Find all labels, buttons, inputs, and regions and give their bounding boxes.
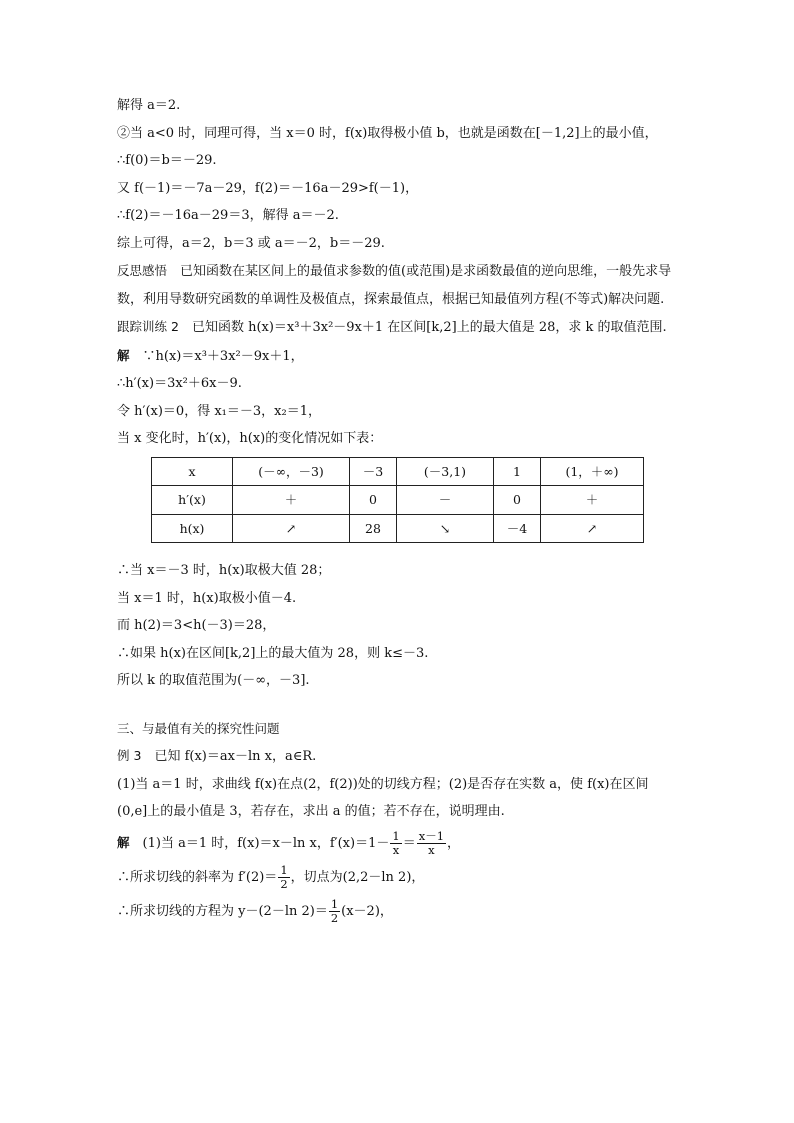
fraction bbox=[390, 830, 401, 857]
fraction bbox=[417, 830, 446, 857]
solution-line bbox=[117, 342, 677, 371]
table-row bbox=[152, 514, 644, 543]
page-content bbox=[117, 92, 677, 929]
table-cell: x bbox=[152, 457, 233, 486]
example-line bbox=[117, 742, 677, 771]
formula-text: ， bbox=[447, 835, 461, 851]
table-row bbox=[152, 486, 644, 515]
text-line: 综上可得，a＝2，b＝3 或 a＝－2，b＝－29. bbox=[117, 235, 385, 251]
table-cell: 0 bbox=[350, 486, 397, 515]
fraction-denominator: x bbox=[428, 842, 435, 857]
reflection-label: 反思感悟 bbox=[117, 263, 168, 278]
fraction-numerator: 1 bbox=[280, 862, 288, 877]
formula-text: (1)当 a＝1 时，f(x)＝x－ln x，f′(x)＝1－ bbox=[142, 835, 390, 851]
solution3-line-1 bbox=[117, 826, 677, 861]
text-line: 令 h′(x)＝0，得 x₁＝－3，x₂＝1， bbox=[117, 403, 321, 419]
text-line: 而 h(2)＝3<h(－3)＝28， bbox=[117, 618, 276, 633]
solution3-line-2 bbox=[117, 861, 677, 895]
fraction bbox=[278, 864, 289, 891]
table-cell: (1，＋∞) bbox=[541, 457, 644, 486]
table-cell: h′(x) bbox=[152, 486, 233, 515]
formula-text: ＝ bbox=[402, 835, 416, 851]
formula-text: ∴所求切线的斜率为 f′(2)＝ bbox=[117, 869, 278, 885]
solution3-label: 解 bbox=[117, 834, 130, 850]
solution-label: 解 bbox=[117, 347, 130, 363]
text-line: ∴f(0)＝b＝－29. bbox=[117, 153, 217, 168]
table-cell: ＋ bbox=[233, 486, 350, 515]
text-line: ②当 a<0 时，同理可得，当 x＝0 时，f(x)取得极小值 b，也就是函数在[－1,2]上的最小值， bbox=[117, 125, 658, 141]
table-cell: (－3,1) bbox=[397, 457, 494, 486]
table-cell: －4 bbox=[494, 514, 541, 543]
text-line: ∴h′(x)＝3x²＋6x－9. bbox=[117, 376, 242, 391]
table-cell: 0 bbox=[494, 486, 541, 515]
fraction-numerator: x－1 bbox=[418, 828, 445, 843]
solution-text: ∵h(x)＝x³＋3x²－9x＋1， bbox=[142, 348, 304, 364]
section-heading: 三、与最值有关的探究性问题 bbox=[117, 720, 280, 736]
formula-text: ，切点为(2,2－ln 2)， bbox=[290, 869, 425, 885]
table-cell: － bbox=[397, 486, 494, 515]
reflection-paragraph bbox=[117, 257, 677, 313]
text-line: 又 f(－1)＝－7a－29，f(2)＝－16a－29>f(－1)， bbox=[117, 180, 419, 196]
table-cell: ↗ bbox=[541, 514, 644, 543]
text-line: ∴如果 h(x)在区间[k,2]上的最大值为 28，则 k≤－3. bbox=[117, 645, 429, 661]
fraction-numerator: 1 bbox=[330, 896, 339, 911]
fraction-numerator: 1 bbox=[392, 828, 400, 843]
fraction bbox=[329, 898, 340, 925]
fraction-denominator: 2 bbox=[330, 910, 339, 925]
table-row bbox=[152, 457, 644, 486]
fraction-denominator: x bbox=[392, 842, 400, 857]
reflection-text: 已知函数在某区间上的最值求参数的值(或范围)是求函数最值的逆向思维，一般先求导数，利用导数研究函数的单调性及极值点，探索最值点，根据已知最值列方程(不等式)解决问题. bbox=[117, 264, 672, 307]
variation-table bbox=[151, 457, 644, 544]
exercise-paragraph bbox=[117, 313, 677, 342]
table-cell: －3 bbox=[350, 457, 397, 486]
table-cell: (－∞，－3) bbox=[233, 457, 350, 486]
formula-text: (x－2)， bbox=[341, 903, 393, 919]
table-cell: h(x) bbox=[152, 514, 233, 543]
example-text: 已知 f(x)＝ax－ln x，a∈R. bbox=[154, 749, 317, 764]
text-line: ∴当 x＝－3 时，h(x)取极大值 28； bbox=[117, 563, 331, 578]
text-line: 当 x＝1 时，h(x)取极小值－4. bbox=[117, 590, 297, 606]
table-cell: ↗ bbox=[233, 514, 350, 543]
table-cell: 1 bbox=[494, 457, 541, 486]
fraction-denominator: 2 bbox=[280, 876, 288, 891]
example-label: 例 3 bbox=[117, 748, 142, 763]
exercise-text: 已知函数 h(x)＝x³＋3x²－9x＋1 在区间[k,2]上的最大值是 28，求 k 的取值范围. bbox=[191, 320, 667, 335]
problem-text: (1)当 a＝1 时，求曲线 f(x)在点(2，f(2))处的切线方程；(2)是否存在实数 a，使 f(x)在区间(0,e]上的最小值是 3，若存在，求出 a 的值；若不存在，说明理由. bbox=[117, 776, 649, 819]
formula-text: ∴所求切线的方程为 y－(2－ln 2)＝ bbox=[117, 903, 328, 919]
table-cell: ↘ bbox=[397, 514, 494, 543]
text-line: 所以 k 的取值范围为(－∞，－3]. bbox=[117, 673, 310, 688]
text-line: ∴f(2)＝－16a－29＝3，解得 a＝－2. bbox=[117, 208, 339, 223]
table-cell: ＋ bbox=[541, 486, 644, 515]
exercise-label: 跟踪训练 2 bbox=[117, 319, 179, 334]
text-line: 当 x 变化时，h′(x)，h(x)的变化情况如下表： bbox=[117, 431, 383, 446]
text-line: 解得 a＝2. bbox=[117, 98, 181, 113]
solution3-line-3 bbox=[117, 895, 677, 929]
table-cell: 28 bbox=[350, 514, 397, 543]
